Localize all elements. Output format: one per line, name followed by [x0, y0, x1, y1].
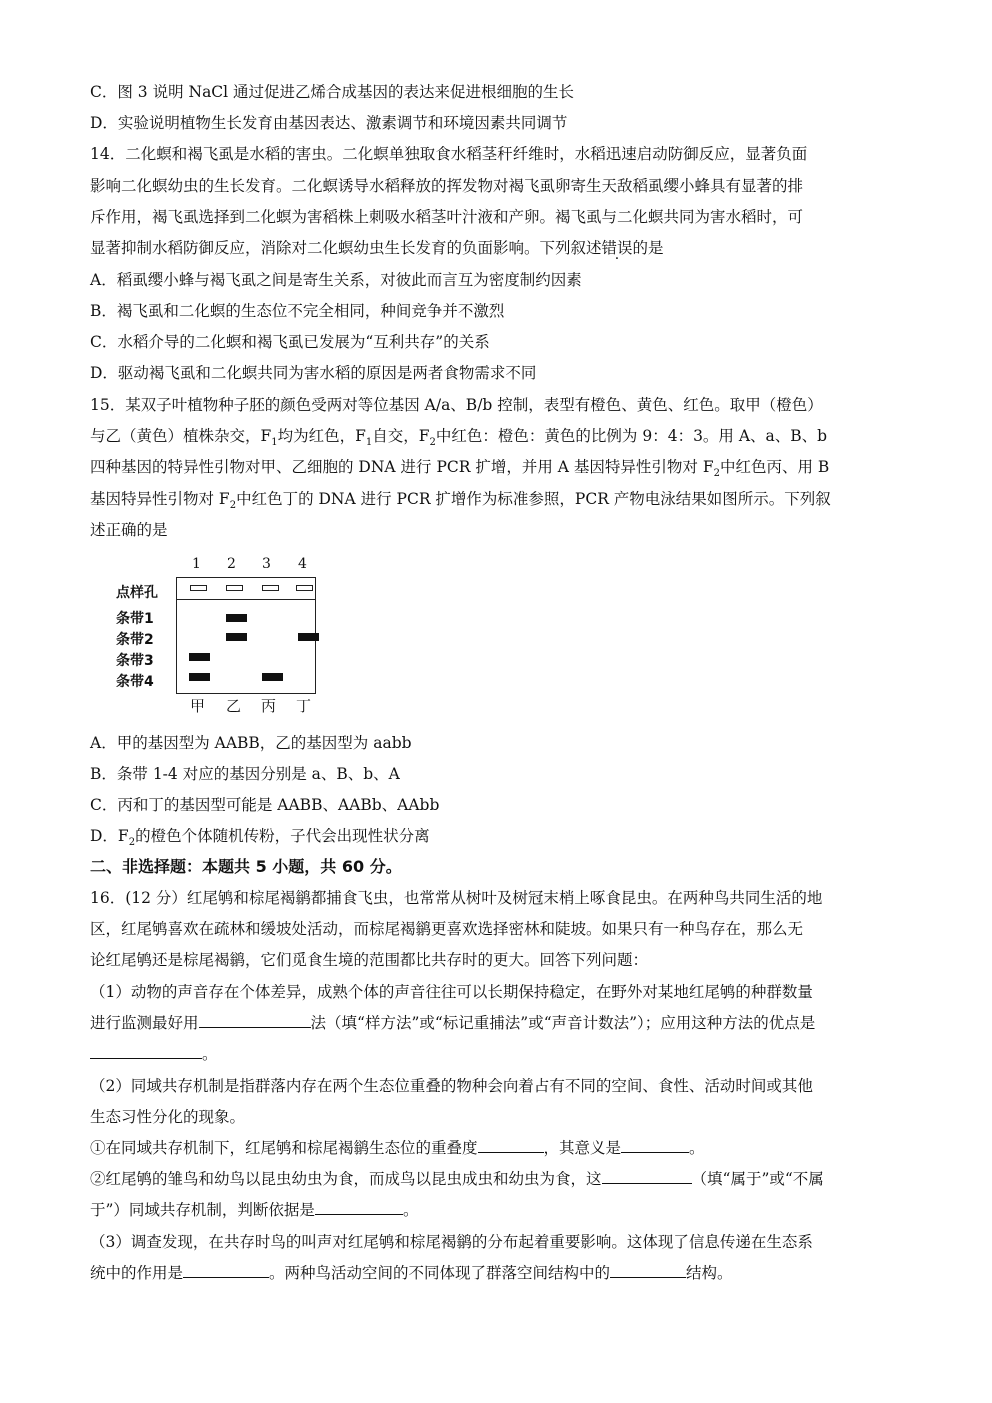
- question-16-part2-line3: ①在同域共存机制下，红尾鸲和棕尾褐鹟生态位的重叠度 ，其意义是 。: [90, 1139, 705, 1157]
- option-a-q15: A．甲的基因型为 AABB，乙的基因型为 aabb: [90, 734, 412, 752]
- question-16-part1-line1: （1）动物的声音存在个体差异，成熟个体的声音往往可以长期保持稳定，在野外对某地红尾鸲的种群数量: [90, 983, 813, 1001]
- question-16-part2-line2: 生态习性分化的现象。: [90, 1108, 246, 1126]
- band-jia-4: [189, 673, 210, 681]
- emphasized-word: 错误: [601, 239, 633, 257]
- lane-label-jia: 甲: [190, 697, 206, 715]
- sample-well: [296, 585, 313, 591]
- answer-blank[interactable]: [315, 1200, 403, 1215]
- row-label-band4: 条带4: [116, 674, 154, 690]
- question-14-line4: 显著抑制水稻防御反应，消除对二化螟幼虫生长发育的负面影响。下列叙述错误的是: [90, 239, 664, 257]
- lane-number: 2: [227, 556, 236, 572]
- band-yi-2: [226, 633, 247, 641]
- option-c-q13: C．图 3 说明 NaCl 通过促进乙烯合成基因的表达来促进根细胞的生长: [90, 83, 575, 101]
- sample-well: [190, 585, 207, 591]
- option-a-q14: A．稻虱缨小蜂与褐飞虱之间是寄生关系，对彼此而言互为密度制约因素: [90, 271, 582, 289]
- sample-well: [262, 585, 279, 591]
- question-16-line1: 16．(12 分）红尾鸲和棕尾褐鹟都捕食飞虫，也常常从树叶及树冠末梢上啄食昆虫。在两种鸟共同生活的地: [90, 889, 823, 907]
- answer-blank[interactable]: [90, 1044, 202, 1059]
- question-15-line4: 基因特异性引物对 $F_2$中红色丁的 DNA 进行 PCR 扩增作为标准参照，PCR 产物电泳结果如图所示。下列叙: [90, 490, 831, 512]
- lane-label-bing: 丙: [261, 697, 277, 715]
- question-14-line2: 影响二化螟幼虫的生长发育。二化螟诱导水稻释放的挥发物对褐飞虱卵寄生天敌稻虱缨小蜂具有显著的排: [90, 177, 804, 195]
- lane-number: 3: [262, 556, 271, 572]
- question-14-line3: 斥作用，褐飞虱选择到二化螟为害稻株上刺吸水稻茎叶汁液和产卵。褐飞虱与二化螟共同为害水稻时，可: [90, 208, 804, 226]
- row-label-wells: 点样孔: [116, 585, 158, 601]
- row-label-band1: 条带1: [116, 611, 154, 627]
- question-15-line2: 与乙（黄色）植株杂交，$F_1$均为红色，$F_1$自交，$F_2$中红色：橙色：黄色的比例为 9：4：3。用 A、a、B、b: [90, 427, 828, 449]
- question-16-part2-line1: （2）同域共存机制是指群落内存在两个生态位重叠的物种会向着占有不同的空间、食性、活动时间或其他: [90, 1077, 813, 1095]
- option-c-q14: C．水稻介导的二化螟和褐飞虱已发展为“互利共存”的关系: [90, 333, 490, 351]
- question-15-line1: 15．某双子叶植物种子胚的颜色受两对等位基因 A/a、B/b 控制，表型有橙色、黄色、红色。取甲（橙色）: [90, 396, 823, 414]
- row-label-band3: 条带3: [116, 653, 154, 669]
- option-b-q15: B．条带 1-4 对应的基因分别是 a、B、b、A: [90, 765, 400, 783]
- lane-number: 1: [192, 556, 201, 572]
- band-bing-4: [262, 673, 283, 681]
- question-16-part1-line2: 进行监测最好用 法（填“样方法”或“标记重捕法”或“声音计数法”）；应用这种方法的优点是: [90, 1014, 816, 1032]
- option-d-q13: D．实验说明植物生长发育由基因表达、激素调节和环境因素共同调节: [90, 114, 568, 132]
- answer-blank[interactable]: [183, 1263, 269, 1278]
- option-d-q14: D．驱动褐飞虱和二化螟共同为害水稻的原因是两者食物需求不同: [90, 364, 537, 382]
- question-16-part3-line2: 统中的作用是 。两种鸟活动空间的不同体现了群落空间结构中的 结构。: [90, 1264, 733, 1282]
- question-15-line5: 述正确的是: [90, 521, 168, 539]
- question-16-part1-line3: 。: [90, 1044, 218, 1064]
- option-b-q14: B．褐飞虱和二化螟的生态位不完全相同，种间竞争并不激烈: [90, 302, 505, 320]
- question-16-part3-line1: （3）调查发现，在共存时鸟的叫声对红尾鸲和棕尾褐鹟的分布起着重要影响。这体现了信息传递在生态系: [90, 1233, 813, 1251]
- question-14-line1: 14．二化螟和褐飞虱是水稻的害虫。二化螟单独取食水稻茎秆纤维时，水稻迅速启动防御反应，显著负面: [90, 145, 808, 163]
- band-ding-2: [298, 633, 319, 641]
- question-16-line2: 区，红尾鸲喜欢在疏林和缓坡处活动，而棕尾褐鹟更喜欢选择密林和陡坡。如果只有一种鸟存在，那么无: [90, 920, 804, 938]
- lane-label-ding: 丁: [296, 697, 312, 715]
- answer-blank[interactable]: [602, 1169, 692, 1184]
- answer-blank[interactable]: [610, 1263, 686, 1278]
- answer-blank[interactable]: [478, 1138, 544, 1153]
- sample-well: [226, 585, 243, 591]
- row-label-band2: 条带2: [116, 632, 154, 648]
- question-16-part2-line4: ②红尾鸲的雏鸟和幼鸟以昆虫幼虫为食，而成鸟以昆虫成虫和幼虫为食，这 （填“属于”或“不属: [90, 1170, 824, 1188]
- lane-number: 4: [298, 556, 307, 572]
- gel-divider: [176, 599, 316, 600]
- question-16-part2-line5: 于”）同域共存机制，判断依据是 。: [90, 1201, 419, 1219]
- electrophoresis-figure: [110, 556, 350, 716]
- answer-blank[interactable]: [199, 1013, 311, 1028]
- option-c-q15: C．丙和丁的基因型可能是 AABB、AABb、AAbb: [90, 796, 440, 814]
- band-yi-1: [226, 614, 247, 622]
- band-jia-3: [189, 653, 210, 661]
- answer-blank[interactable]: [621, 1138, 689, 1153]
- lane-label-yi: 乙: [226, 697, 242, 715]
- section-2-heading: 二、非选择题：本题共 5 小题，共 60 分。: [90, 857, 402, 876]
- question-16-line3: 论红尾鸲还是棕尾褐鹟，它们觅食生境的范围都比共存时的更大。回答下列问题：: [90, 951, 649, 969]
- option-d-q15: D．$F_2$的橙色个体随机传粉，子代会出现性状分离: [90, 827, 430, 849]
- question-15-line3: 四种基因的特异性引物对甲、乙细胞的 DNA 进行 PCR 扩增，并用 A 基因特异性引物对 $F_2$中红色丙、用 B: [90, 458, 830, 480]
